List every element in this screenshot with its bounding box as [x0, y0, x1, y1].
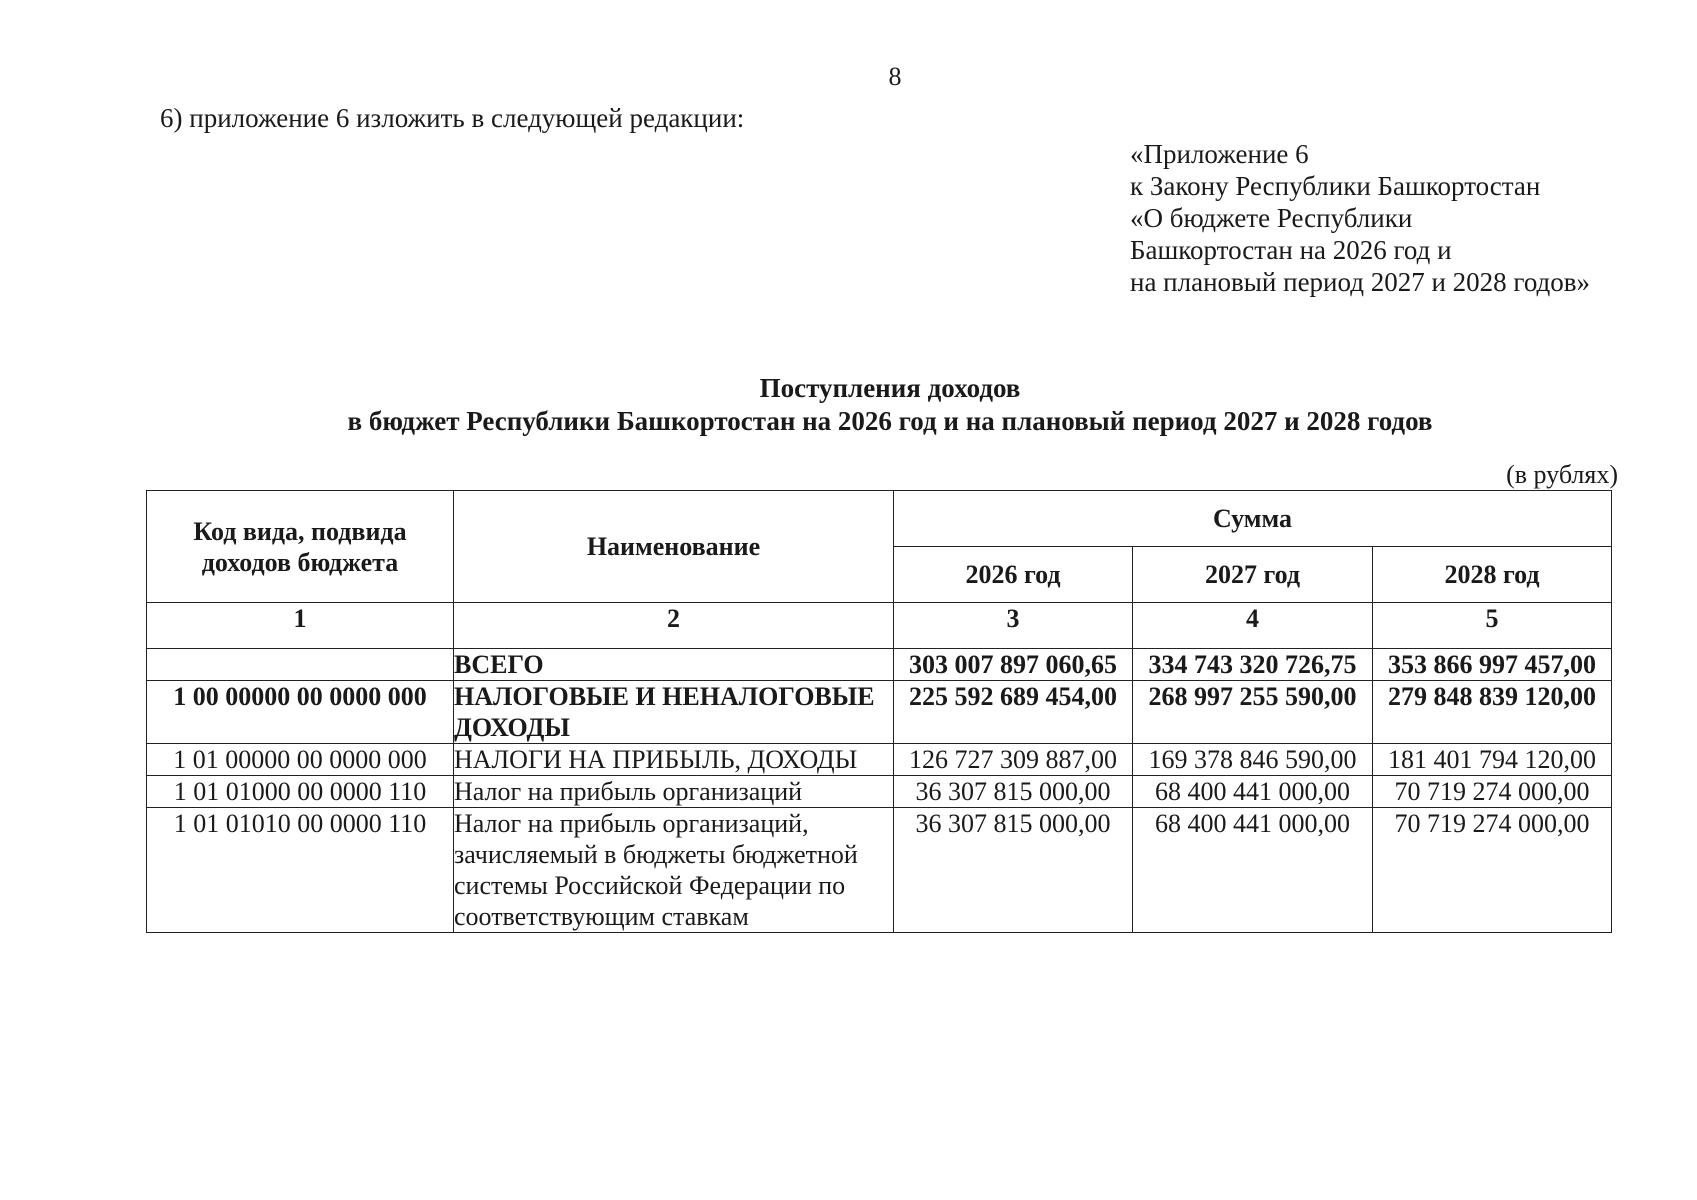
row-amount-2028: 181 401 794 120,00 — [1373, 744, 1612, 776]
row-amount-2027: 68 400 441 000,00 — [1133, 808, 1373, 933]
column-number: 2 — [454, 603, 894, 649]
row-amount-2028: 70 719 274 000,00 — [1373, 776, 1612, 808]
row-amount-2027: 334 743 320 726,75 — [1133, 649, 1373, 681]
row-name: Налог на прибыль организаций, зачисляемый в бюджеты бюджетной системы Российской Федерации по соответствующим ставкам — [454, 808, 894, 933]
header-year-2028: 2028 год — [1373, 547, 1612, 603]
header-sum: Сумма — [894, 491, 1612, 547]
row-amount-2027: 169 378 846 590,00 — [1133, 744, 1373, 776]
title-line-1: Поступления доходов — [759, 373, 1021, 403]
row-name: Налог на прибыль организаций — [454, 776, 894, 808]
column-number: 4 — [1133, 603, 1373, 649]
row-name: НАЛОГОВЫЕ И НЕНАЛОГОВЫЕ ДОХОДЫ — [454, 681, 894, 744]
header-code: Код вида, подвида доходов бюджета — [147, 491, 454, 603]
row-amount-2026: 36 307 815 000,00 — [894, 776, 1133, 808]
table-row — [147, 681, 1612, 744]
row-code: 1 01 01000 00 0000 110 — [147, 776, 454, 808]
header-year-2027: 2027 год — [1133, 547, 1373, 603]
appendix-line: на плановый период 2027 и 2028 годов» — [1130, 267, 1591, 297]
page-number: 8 — [888, 62, 902, 91]
row-name: ВСЕГО — [454, 649, 894, 681]
appendix-heading — [1130, 138, 1590, 298]
row-amount-2026: 303 007 897 060,65 — [894, 649, 1133, 681]
row-code: 1 00 00000 00 0000 000 — [147, 681, 454, 744]
row-amount-2026: 36 307 815 000,00 — [894, 808, 1133, 933]
row-amount-2027: 68 400 441 000,00 — [1133, 776, 1373, 808]
appendix-line: «О бюджете Республики — [1130, 203, 1413, 233]
table-row — [147, 776, 1612, 808]
column-number-row — [147, 603, 1612, 649]
row-amount-2028: 353 866 997 457,00 — [1373, 649, 1612, 681]
row-amount-2028: 279 848 839 120,00 — [1373, 681, 1612, 744]
title-line-2: в бюджет Республики Башкортостан на 2026 год и на плановый период 2027 и 2028 годов — [347, 406, 1433, 436]
row-code: 1 01 00000 00 0000 000 — [147, 744, 454, 776]
column-number: 5 — [1373, 603, 1612, 649]
units-label: (в рублях) — [1506, 460, 1618, 489]
row-name: НАЛОГИ НА ПРИБЫЛЬ, ДОХОДЫ — [454, 744, 894, 776]
table-row — [147, 649, 1612, 681]
header-name: Наименование — [454, 491, 894, 603]
column-number: 1 — [147, 603, 454, 649]
row-amount-2027: 268 997 255 590,00 — [1133, 681, 1373, 744]
row-amount-2028: 70 719 274 000,00 — [1373, 808, 1612, 933]
header-year-2026: 2026 год — [894, 547, 1133, 603]
row-code: 1 01 01010 00 0000 110 — [147, 808, 454, 933]
column-number: 3 — [894, 603, 1133, 649]
appendix-line: «Приложение 6 — [1130, 139, 1309, 169]
table-row — [147, 744, 1612, 776]
appendix-line: к Закону Республики Башкортостан — [1130, 171, 1541, 201]
document-title — [150, 372, 1630, 438]
row-code — [147, 649, 454, 681]
row-amount-2026: 126 727 309 887,00 — [894, 744, 1133, 776]
income-table — [146, 490, 1612, 933]
row-amount-2026: 225 592 689 454,00 — [894, 681, 1133, 744]
table-row — [147, 808, 1612, 933]
intro-text: 6) приложение 6 изложить в следующей редакции: — [160, 103, 745, 133]
appendix-line: Башкортостан на 2026 год и — [1130, 235, 1452, 265]
